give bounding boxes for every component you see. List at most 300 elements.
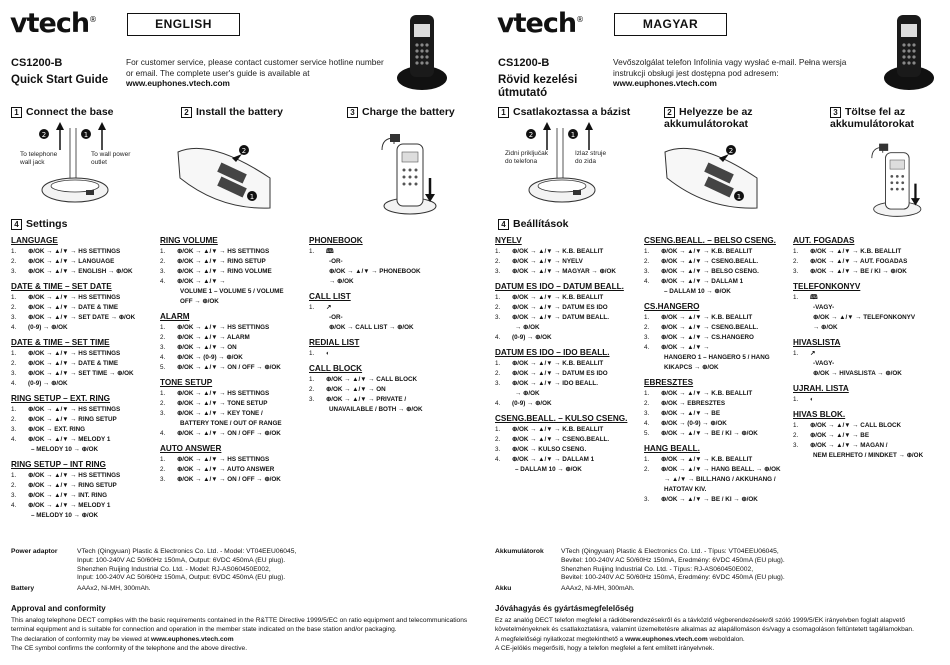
step-instruction: ⊕/OK → ▲/▼ → PRIVATE / <box>326 396 407 403</box>
step-number: 3. <box>160 476 166 483</box>
settings-step <box>644 465 792 475</box>
step-instruction: ⊕/OK → ▲/▼ → K.B. BEALLIT <box>661 456 753 463</box>
settings-step <box>160 267 308 277</box>
step-number: 4. <box>644 344 650 351</box>
svg-text:2: 2 <box>528 131 534 139</box>
step-number: 2. <box>160 334 166 341</box>
settings-step <box>495 303 643 313</box>
step-number <box>793 323 810 333</box>
step-instruction: HATOTAV KIV. <box>664 486 707 493</box>
settings-step <box>644 429 792 439</box>
step-instruction: HANGERO 1 – HANGERO 5 / HANG <box>664 354 770 361</box>
svg-text:2: 2 <box>241 147 247 155</box>
settings-section-title: ALARM <box>160 312 190 321</box>
step-number: 1. <box>793 248 799 255</box>
hungarian-page <box>487 0 950 665</box>
step-number: 1. <box>793 396 799 403</box>
step-number: 2. <box>644 324 650 331</box>
step-instruction: (0-9) → ⊕/OK <box>512 400 552 407</box>
wall-jack-label: Zidni priključak do telefona <box>505 150 548 165</box>
settings-step <box>495 425 643 435</box>
step-instruction: UNAVAILABLE / BOTH → ⊕/OK <box>329 406 423 413</box>
settings-column-1 <box>11 236 159 521</box>
settings-step <box>644 287 792 297</box>
settings-step <box>11 293 159 303</box>
language-label: ENGLISH <box>127 13 240 36</box>
step-instruction: ⊕/OK → ▲/▼ → RING SETUP <box>177 258 266 265</box>
settings-column-2 <box>644 236 792 505</box>
step-number <box>644 363 661 373</box>
settings-step <box>160 247 308 257</box>
step-instruction: ⊕/OK → ▲/▼ → TELEFONKONYV <box>813 314 916 321</box>
settings-step <box>309 267 457 277</box>
settings-step <box>644 455 792 465</box>
settings-step <box>793 303 941 313</box>
step-number <box>11 445 28 455</box>
step-number: 3. <box>644 496 650 503</box>
step-instruction: ⊕/OK → ▲/▼ → DATUM ES IDO <box>512 370 608 377</box>
step-connect-base: 1 Connect the base <box>11 106 114 118</box>
step-number: 3. <box>495 380 501 387</box>
step-instruction: ⊕/OK → KULSO CSENG. <box>512 446 587 453</box>
settings-step <box>793 247 941 257</box>
step-instruction: ⊕/OK → ▲/▼ → ALARM <box>177 334 250 341</box>
step-number: 3. <box>644 334 650 341</box>
step-number: 1. <box>11 248 17 255</box>
step-number <box>160 297 177 307</box>
step-number: 2. <box>495 258 501 265</box>
approval-heading: Approval and conformity <box>11 604 106 613</box>
step-number: 2. <box>495 436 501 443</box>
settings-step <box>495 293 643 303</box>
approval-text: Ez az analóg DECT telefon megfelel a rádióberendezésekről és a távközlő végberendezésekről szóló 1999/5/EK irányelvben foglalt alapvető követelményeknek és csatlakoztatásra, valamint üzemeltetésre alkalmas az alapállomáson és/vagy a csomagoláson feltüntetett tagállamokban. A megfelelőségi nyilatkozat megtekinthető a www.euphones.vtech.com weboldalon. A CE-jelölés megerősíti, hogy a telefon megfelel a fent említett irányelvnek. <box>495 617 914 652</box>
step-number: 3. <box>495 446 501 453</box>
settings-section-title: HIVASLISTA <box>793 338 841 347</box>
settings-step <box>160 297 308 307</box>
settings-section-title: TELEFONKONYV <box>793 282 861 291</box>
step-instruction: ⊕/OK → HIVASLISTA → ⊕/OK <box>813 370 902 377</box>
settings-section-title: CS.HANGERO <box>644 302 700 311</box>
settings-step <box>309 277 457 287</box>
language-label: MAGYAR <box>614 13 727 36</box>
step-number: 3. <box>11 268 17 275</box>
approval-url[interactable]: www.euphones.vtech.com <box>625 635 708 643</box>
model-number: CS1200-B <box>11 57 63 69</box>
step-number <box>793 359 810 369</box>
settings-section-title: DATE & TIME – SET TIME <box>11 338 110 347</box>
settings-section-title: NYELV <box>495 236 522 245</box>
step-instruction: ⊕/OK → ▲/▼ → HS SETTINGS <box>177 324 270 331</box>
settings-step <box>644 343 792 353</box>
step-number: 1. <box>11 350 17 357</box>
step-number: 4. <box>160 278 166 285</box>
settings-step <box>11 323 159 333</box>
step-instruction: ⊕/OK → ▲/▼ → DATE & TIME <box>28 304 119 311</box>
step-number: 2. <box>11 304 17 311</box>
step-number: 3. <box>11 426 17 433</box>
step-instruction: ⊕/OK → ▲/▼ → RING VOLUME <box>177 268 272 275</box>
settings-step <box>11 501 159 511</box>
step-instruction: ⊕/OK → ▲/▼ → K.B. BEALLIT <box>661 248 753 255</box>
settings-step <box>160 323 308 333</box>
step-instruction: ⊕/OK → EXT. RING <box>28 426 86 433</box>
step-instruction: – DALLAM 10 → ⊕/OK <box>515 466 582 473</box>
step-number: 4. <box>160 354 166 361</box>
step-instruction: -OR- <box>329 258 343 265</box>
settings-step <box>11 471 159 481</box>
settings-step <box>495 445 643 455</box>
step-instruction: ⊕/OK → ▲/▼ → HS SETTINGS <box>28 248 121 255</box>
service-url[interactable]: www.euphones.vtech.com <box>126 78 230 88</box>
settings-step <box>793 421 941 431</box>
step-instruction: ⊕/OK → ▲/▼ → CSENG.BEALL. <box>661 324 759 331</box>
step-instruction: ⊕/OK → ▲/▼ → NYELV <box>512 258 583 265</box>
service-url[interactable]: www.euphones.vtech.com <box>613 78 717 88</box>
step-instruction: ⊕/OK → EBRESZTES <box>661 400 726 407</box>
settings-step <box>793 267 941 277</box>
specifications <box>11 548 471 596</box>
settings-section-title: AUTO ANSWER <box>160 444 222 453</box>
step-number: 2. <box>309 386 315 393</box>
step-instruction: ⊕/OK → ▲/▼ → HS SETTINGS <box>28 472 121 479</box>
settings-step <box>793 451 941 461</box>
settings-step <box>793 369 941 379</box>
step-number: 3. <box>793 442 799 449</box>
settings-step <box>11 481 159 491</box>
step-number: 3. <box>160 268 166 275</box>
step-number: 1. <box>11 472 17 479</box>
wall-jack-label: To telephone wall jack <box>20 151 58 166</box>
settings-step <box>495 369 643 379</box>
settings-step <box>11 445 159 455</box>
step-instruction: (0-9) → ⊕/OK <box>28 324 68 331</box>
settings-step <box>11 247 159 257</box>
step-number <box>793 313 810 323</box>
step-instruction: ⊕/OK → ▲/▼ → BE / KI → ⊕/OK <box>661 430 758 437</box>
step-instruction: ⊕/OK → ▲/▼ → K.B. BEALLIT <box>661 390 753 397</box>
step-instruction: → ▲/▼ → BILL.HANG / AKKUHANG / <box>664 476 776 483</box>
settings-step <box>309 303 457 313</box>
step-instruction: ⊕/OK → ▲/▼ → CALL BLOCK <box>810 422 902 429</box>
step-number: 2. <box>11 416 17 423</box>
step-number <box>644 287 661 297</box>
step-number <box>793 303 810 313</box>
settings-step <box>495 465 643 475</box>
step-instruction: ⊕/OK → ▲/▼ → PHONEBOOK <box>329 268 421 275</box>
step-number: 2. <box>11 360 17 367</box>
step-number <box>11 511 28 521</box>
settings-step <box>309 349 457 359</box>
step-instruction: ⊕/OK → ▲/▼ → BE <box>810 432 870 439</box>
step-instruction: ⊕/OK → ▲/▼ → LANGUAGE <box>28 258 115 265</box>
step-instruction: – MELODY 10 → ⊕/OK <box>31 446 99 453</box>
settings-step <box>793 441 941 451</box>
phone-illustration <box>882 12 937 92</box>
step-number: 1. <box>495 248 501 255</box>
step-instruction: ⊕/OK → ▲/▼ → ON / OFF → ⊕/OK <box>177 364 281 371</box>
settings-step <box>793 431 941 441</box>
step-number: 1. <box>160 324 166 331</box>
step-instruction: ⊕/OK → ▲/▼ → SET DATE → ⊕/OK <box>28 314 136 321</box>
power-outlet-label: To wall power outlet <box>91 151 131 166</box>
charging-illustration <box>865 140 935 220</box>
step-instruction: KIKAPCS → ⊕/OK <box>664 364 719 371</box>
settings-heading: 4 Settings <box>11 218 67 230</box>
step-number: 2. <box>793 432 799 439</box>
settings-step <box>309 405 457 415</box>
step-instruction: ⊕/OK → ▲/▼ → HS SETTINGS <box>28 294 121 301</box>
step-instruction: ⊕/OK → ▲/▼ → ON <box>326 386 386 393</box>
step-number: 1. <box>309 350 315 357</box>
settings-step <box>793 395 941 405</box>
step-instruction: ⊕/OK → ▲/▼ → DATE & TIME <box>28 360 119 367</box>
step-number: 3. <box>644 410 650 417</box>
spec-value: AAAx2, Ni-MH, 300mAh. <box>561 585 635 593</box>
settings-section-title: DATUM ES IDO – DATUM BEALL. <box>495 282 624 291</box>
step-number: 1. <box>495 426 501 433</box>
step-instruction: ⊕/OK → ▲/▼ → K.B. BEALLIT <box>512 248 604 255</box>
settings-step <box>644 247 792 257</box>
settings-step <box>495 389 643 399</box>
step-number <box>309 277 326 287</box>
step-instruction: ⊕/OK → ▲/▼ → ON / OFF → ⊕/OK <box>177 430 281 437</box>
step-number: 3. <box>644 268 650 275</box>
svg-text:1: 1 <box>83 131 89 139</box>
step-instruction: ⊕/OK → ▲/▼ → RING SETUP <box>28 416 117 423</box>
settings-section-title: TONE SETUP <box>160 378 213 387</box>
step-instruction: – DALLAM 10 → ⊕/OK <box>664 288 731 295</box>
vtech-logo: vtech® <box>10 8 97 39</box>
step-instruction: -OR- <box>329 314 343 321</box>
step-instruction: ⊕/OK → ▲/▼ → BE <box>661 410 721 417</box>
spec-label: Battery <box>11 585 35 593</box>
settings-heading: 4 Beállítások <box>498 218 568 230</box>
step-number: 3. <box>160 410 166 417</box>
step-number: 2. <box>160 258 166 265</box>
settings-step <box>160 409 308 419</box>
step-number: 1. <box>644 390 650 397</box>
step-number: 4. <box>495 334 501 341</box>
step-number: 1. <box>793 294 799 301</box>
step-number: 2. <box>160 466 166 473</box>
settings-step <box>309 247 457 257</box>
settings-section-title: DATE & TIME – SET DATE <box>11 282 112 291</box>
step-number: 1. <box>309 376 315 383</box>
step-instruction: ⊕/OK → ▲/▼ → HS SETTINGS <box>28 350 121 357</box>
settings-step <box>644 323 792 333</box>
step-number: 3. <box>160 344 166 351</box>
step-instruction: ↗ <box>810 350 816 357</box>
step-install-battery: 2 Install the battery <box>181 106 283 118</box>
settings-section-title: CSENG.BEALL. – BELSO CSENG. <box>644 236 776 245</box>
step-instruction: ⊕/OK → ▲/▼ → K.B. BEALLIT <box>512 426 604 433</box>
step-number: 3. <box>495 268 501 275</box>
step-instruction: ⊕/OK → ▲/▼ → AUT. FOGADAS <box>810 258 908 265</box>
step-number: 2. <box>644 258 650 265</box>
step-instruction: ⊕/OK → ▲/▼ → CSENG.BEALL. <box>661 258 759 265</box>
approval-url[interactable]: www.euphones.vtech.com <box>151 635 234 643</box>
step-instruction: VOLUME 1 – VOLUME 5 / VOLUME <box>180 288 284 295</box>
step-instruction: 🕮 <box>326 248 334 255</box>
step-number: 1. <box>644 456 650 463</box>
settings-section-title: PHONEBOOK <box>309 236 363 245</box>
step-instruction: ⊕/OK → ▲/▼ → DATUM ES IDO <box>512 304 608 311</box>
settings-step <box>644 475 792 485</box>
settings-section-title: LANGUAGE <box>11 236 58 245</box>
settings-step <box>495 247 643 257</box>
step-instruction: ⊕/OK → CALL LIST → ⊕/OK <box>329 324 414 331</box>
step-instruction: (0-9) → ⊕/OK <box>28 380 68 387</box>
settings-step <box>160 353 308 363</box>
settings-section-title: CALL BLOCK <box>309 364 363 373</box>
settings-step <box>309 313 457 323</box>
settings-step <box>11 415 159 425</box>
step-number: 1. <box>11 294 17 301</box>
step-number: 1. <box>11 406 17 413</box>
step-instruction: ⊕/OK → ▲/▼ → HANG BEALL. → ⊕/OK <box>661 466 781 473</box>
settings-step <box>160 277 308 287</box>
step-number: 4. <box>11 324 17 331</box>
settings-step <box>11 405 159 415</box>
settings-step <box>160 429 308 439</box>
settings-step <box>495 257 643 267</box>
step-instruction: ⊕/OK → ▲/▼ → MAGYAR → ⊕/OK <box>512 268 616 275</box>
step-number: 1. <box>309 304 315 311</box>
step-number: 1. <box>793 350 799 357</box>
settings-section-title: DATUM ES IDO – IDO BEALL. <box>495 348 610 357</box>
charging-illustration <box>378 130 448 218</box>
settings-section-title: HIVAS BLOK. <box>793 410 846 419</box>
spec-value: VTech (Qingyuan) Plastic & Electronics Co. Ltd. - Model: VT04EEU06045, Input: 100-240V AC 50/60Hz 150mA, Output: 6VDC 450mA (EU plug). Shenzhen Ruijing Industrial Co. Ltd. - Model: RJ-AS060450E002, Input: 100-240V AC 50/60Hz 150mA, Output: 6VDC 450mA (EU plug). <box>77 548 297 582</box>
spec-value: VTech (Qingyuan) Plastic & Electronics Co. Ltd. - Típus: VT04EEU06045, Bevitel: 100-240V AC 50/60Hz 150mA, Eredmény: 6VDC 450mA (EU plug). Shenzhen Ruijing Industrial Co. Ltd. - Típus: RJ-AS060450E002, Bevitel: 100-240V AC 50/60Hz 150mA, Eredmény: 6VDC 450mA (EU plug). <box>561 548 785 582</box>
spec-row <box>11 548 471 583</box>
settings-section-title: REDIAL LIST <box>309 338 360 347</box>
settings-step <box>495 267 643 277</box>
settings-step <box>644 389 792 399</box>
service-info: Vevőszolgálat telefon Infolinia vagy wysłać e-mail. Pełna wersja instrukcji obsługi jest dostępna pod adresem: www.euphones.vtech.com <box>613 57 847 88</box>
step-instruction: ⊕/OK → ▲/▼ → DALLAM 1 <box>512 456 595 463</box>
step-number: 3. <box>11 370 17 377</box>
settings-step <box>644 277 792 287</box>
step-instruction: -VAGY- <box>813 304 835 311</box>
settings-step <box>644 333 792 343</box>
step-number: 2. <box>793 258 799 265</box>
step-number: 4. <box>11 436 17 443</box>
guide-title: Rövid kezelési útmutató <box>498 74 578 99</box>
approval-text: This analog telephone DECT complies with the basic requirements contained in the R&TTE Directive 1999/5/EC on ratio equipment and telecommunications terminal equipment and is suitable for connection and operation in the member state indicated on the base station and/or packaging. The declaration of conformity may be viewed at www.euphones.vtech.com The CE symbol confirms the conformity of the telephone and the above directive. <box>11 617 468 652</box>
step-number: 1. <box>160 248 166 255</box>
step-number: 1. <box>644 314 650 321</box>
settings-step <box>644 257 792 267</box>
step-number <box>495 389 512 399</box>
battery-install-illustration <box>657 130 767 220</box>
step-instruction: OFF → ⊕/OK <box>180 298 219 305</box>
step-instruction: ⊕/OK → ▲/▼ → BE / KI → ⊕/OK <box>661 496 758 503</box>
step-charge-battery: 3 Charge the battery <box>347 106 455 118</box>
settings-step <box>160 333 308 343</box>
step-install-battery: 2 Helyezze be az akkumulátorokat <box>664 106 753 130</box>
step-instruction: ⊕/OK → ▲/▼ → DATUM BEALL. <box>512 314 610 321</box>
step-number <box>160 419 177 429</box>
settings-step <box>309 257 457 267</box>
step-instruction: BATTERY TONE / OUT OF RANGE <box>180 420 282 427</box>
settings-column-2 <box>160 236 308 485</box>
settings-step <box>495 359 643 369</box>
settings-step <box>160 343 308 353</box>
step-number <box>644 475 661 485</box>
step-number: 1. <box>160 390 166 397</box>
settings-section-title: EBRESZTES <box>644 378 694 387</box>
step-instruction: ⊕/OK → ▲/▼ → HS SETTINGS <box>177 390 270 397</box>
step-number: 1. <box>495 294 501 301</box>
step-instruction: ⊕/OK → ▲/▼ → K.B. BEALLIT <box>512 360 604 367</box>
svg-text:2: 2 <box>41 131 47 139</box>
step-number: 1. <box>309 248 315 255</box>
settings-step <box>11 257 159 267</box>
step-charge-battery: 3 Töltse fel az akkumulátorokat <box>830 106 915 130</box>
settings-step <box>11 313 159 323</box>
step-number <box>793 451 810 461</box>
step-instruction: ⊕/OK → ▲/▼ → CSENG.BEALL. <box>512 436 610 443</box>
step-instruction: ⊕/OK → ▲/▼ → AUTO ANSWER <box>177 466 275 473</box>
settings-step <box>160 419 308 429</box>
settings-step <box>11 379 159 389</box>
settings-step <box>495 313 643 323</box>
spec-value: AAAx2, Ni-MH, 300mAh. <box>77 585 151 593</box>
step-instruction: ⊕/OK → ▲/▼ → BE / KI → ⊕/OK <box>810 268 907 275</box>
settings-step <box>644 409 792 419</box>
step-instruction: ⊕/OK → ▲/▼ → CS.HANGERO <box>661 334 754 341</box>
step-number: 4. <box>11 502 17 509</box>
step-instruction: ⊕/OK → ▲/▼ → HS SETTINGS <box>28 406 121 413</box>
step-instruction: ⊕/OK → ▲/▼ → RING SETUP <box>28 482 117 489</box>
step-number: 4. <box>644 420 650 427</box>
step-instruction: ⊕/OK → ▲/▼ → K.B. BEALLIT <box>661 314 753 321</box>
step-instruction: – MELODY 10 → ⊕/OK <box>31 512 99 519</box>
step-number: 4. <box>495 400 501 407</box>
settings-step <box>160 475 308 485</box>
settings-step <box>644 267 792 277</box>
settings-step <box>644 399 792 409</box>
settings-step <box>309 395 457 405</box>
settings-step <box>309 323 457 333</box>
step-instruction: ⊕/OK → ▲/▼ → MAGAN / <box>810 442 888 449</box>
settings-step <box>160 455 308 465</box>
guide-title: Quick Start Guide <box>11 74 109 86</box>
settings-step <box>793 313 941 323</box>
settings-step <box>644 495 792 505</box>
step-number <box>309 257 326 267</box>
settings-step <box>495 399 643 409</box>
step-number <box>495 465 512 475</box>
step-number: 4. <box>495 456 501 463</box>
step-number: 3. <box>793 268 799 275</box>
settings-step <box>11 491 159 501</box>
settings-step <box>160 287 308 297</box>
step-number: 2. <box>11 482 17 489</box>
spec-label: Akkumulátorok <box>495 548 544 555</box>
step-instruction: ⊕/OK → ▲/▼ → CALL BLOCK <box>326 376 418 383</box>
settings-step <box>160 257 308 267</box>
step-number <box>495 323 512 333</box>
step-number: 4. <box>11 380 17 387</box>
step-number <box>644 485 661 495</box>
settings-step <box>495 379 643 389</box>
step-instruction: ⊕/OK → ▲/▼ → DALLAM 1 <box>661 278 744 285</box>
settings-step <box>495 455 643 465</box>
step-instruction: ⊕/OK → ▲/▼ → MELODY 1 <box>28 436 111 443</box>
step-number: 2. <box>11 258 17 265</box>
